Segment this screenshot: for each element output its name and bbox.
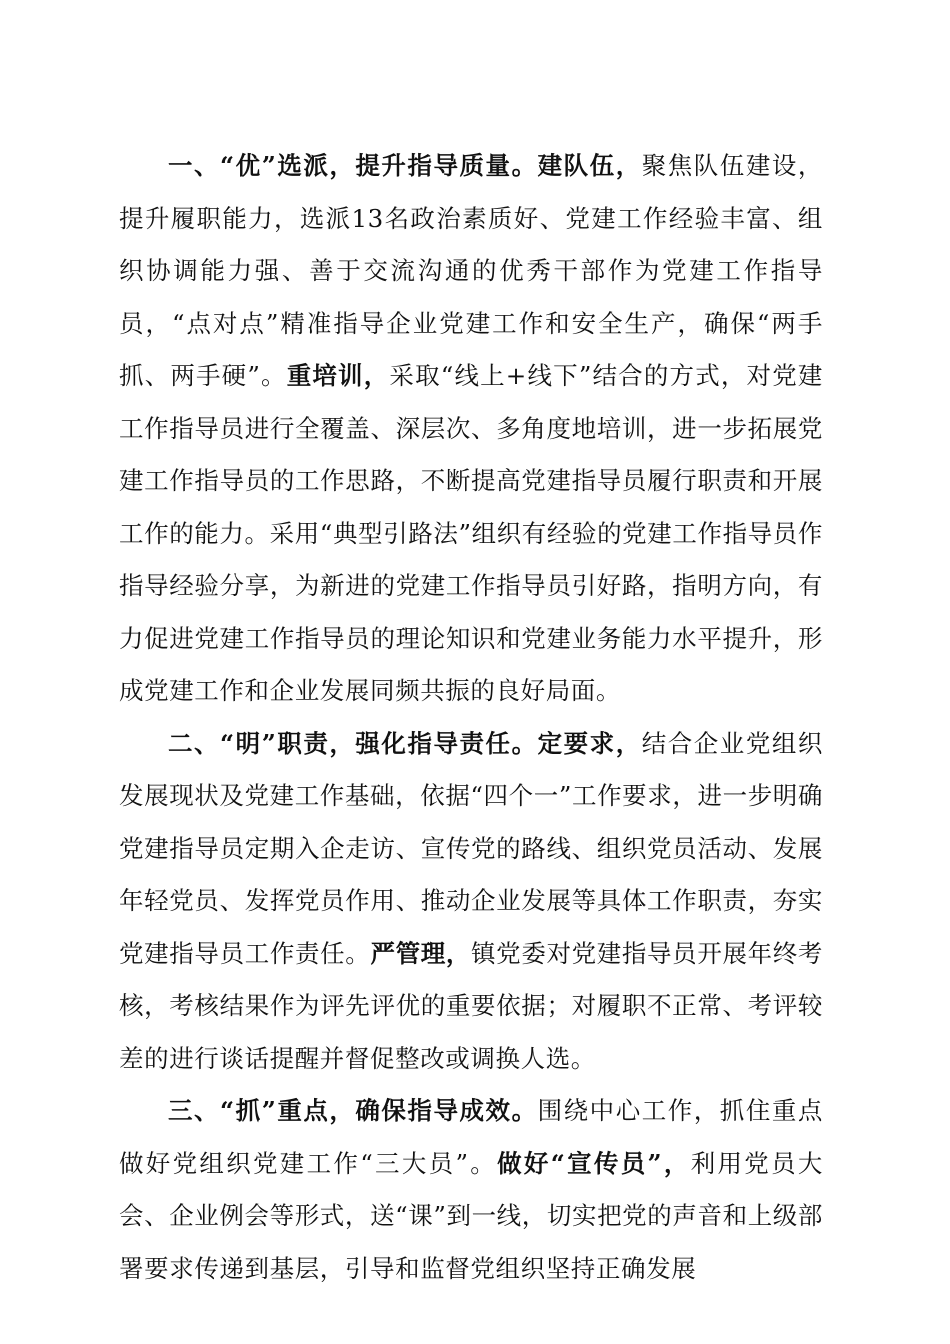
subheading-propagandist: 做好“宣传员”， — [497, 1148, 691, 1178]
paragraph-3 — [119, 1085, 823, 1295]
paragraph-1 — [119, 140, 823, 718]
paragraph-2-text-1: 结合企业党组织发展现状及党建工作基础，依据“四个一”工作要求，进一步明确党建指导员定期入企走访、宣传党的路线、组织党员活动、发展年轻党员、发挥党员作用、推动企业发展等具体工作职责，夯实党建指导员工作责任。 — [119, 728, 823, 968]
heading-2: 二、“明”职责，强化指导责任。定要求， — [168, 728, 642, 758]
paragraph-1-text-2: 采取“线上+线下”结合的方式，对党建工作指导员进行全覆盖、深层次、多角度地培训，进一步拓展党建工作指导员的工作思路，不断提高党建指导员履行职责和开展工作的能力。采用“典型引路法”组织有经验的党建工作指导员作指导经验分享，为新进的党建工作指导员引好路，指明方向，有力促进党建工作指导员的理论知识和党建业务能力水平提升，形成党建工作和企业发展同频共振的良好局面。 — [119, 361, 823, 705]
subheading-training: 重培训， — [286, 361, 390, 390]
paragraph-2 — [119, 718, 823, 1086]
heading-1: 一、“优”选派，提升指导质量。建队伍， — [168, 151, 642, 180]
paragraph-1-text-1: 聚焦队伍建设，提升履职能力，选派13名政治素质好、党建工作经验丰富、组织协调能力强、善于交流沟通的优秀干部作为党建工作指导员，“点对点”精准指导企业党建工作和安全生产，确保“两手抓、两手硬”。 — [119, 151, 823, 390]
heading-3: 三、“抓”重点，确保指导成效。 — [168, 1096, 538, 1125]
paragraph-3-text-1: 围绕中心工作，抓住重点做好党组织党建工作“三大员”。 — [119, 1096, 823, 1178]
document-body — [119, 140, 823, 1295]
paragraph-3-text-2: 利用党员大会、企业例会等形式，送“课”到一线，切实把党的声音和上级部署要求传递到基层，引导和监督党组织坚持正确发展 — [119, 1148, 824, 1283]
paragraph-2-text-2: 镇党委对党建指导员开展年终考核，考核结果作为评先评优的重要依据；对履职不正常、考评较差的进行谈话提醒并督促整改或调换人选。 — [119, 938, 824, 1073]
subheading-management: 严管理， — [370, 938, 472, 968]
